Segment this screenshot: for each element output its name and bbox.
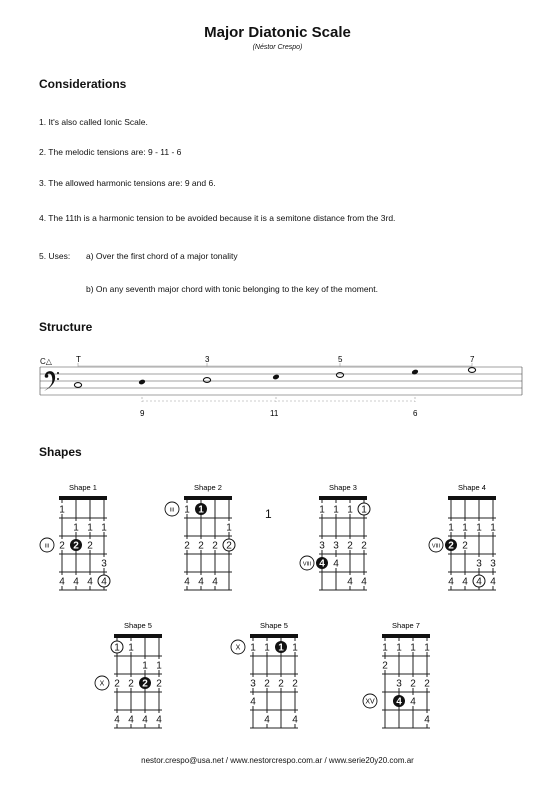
finger-number: 1 xyxy=(333,504,339,516)
finger-number: 4 xyxy=(264,714,270,726)
chord-tone-label: 3 xyxy=(205,355,210,364)
nut xyxy=(448,496,496,500)
finger-mark xyxy=(291,641,299,654)
nut xyxy=(114,634,162,638)
tension-label: 11 xyxy=(270,409,279,418)
finger-mark xyxy=(291,713,299,726)
finger-mark xyxy=(346,575,354,588)
finger-number: 1 xyxy=(156,660,162,672)
finger-mark xyxy=(183,539,191,552)
scale-notes xyxy=(74,368,475,388)
shapes-heading: Shapes xyxy=(39,445,82,459)
finger-mark xyxy=(395,677,403,690)
finger-number: 1 xyxy=(198,504,204,516)
finger-number: 4 xyxy=(462,576,468,588)
shape-title: Shape 2 xyxy=(194,483,222,492)
shape-title: Shape 5 xyxy=(260,621,288,630)
nut xyxy=(319,496,367,500)
chord-tone-bracket xyxy=(78,363,472,367)
finger-number: 1 xyxy=(278,642,284,654)
finger-number: 2 xyxy=(212,540,218,552)
shape-diagram xyxy=(165,483,235,590)
finger-mark xyxy=(393,695,405,708)
finger-number: 4 xyxy=(59,576,65,588)
finger-mark xyxy=(211,575,219,588)
shape-diagram xyxy=(231,621,299,728)
finger-number: 3 xyxy=(250,678,256,690)
tension-label: 9 xyxy=(140,409,145,418)
finger-number: 1 xyxy=(101,522,107,534)
chord-tone-label: T xyxy=(76,355,81,364)
finger-number: 2 xyxy=(59,540,65,552)
use-item: b) On any seventh major chord with tonic belonging to the key of the moment. xyxy=(86,284,378,294)
consideration-item: 5. Uses: xyxy=(39,251,71,261)
finger-mark xyxy=(211,539,219,552)
finger-number: 1 xyxy=(448,522,454,534)
note-black xyxy=(272,374,280,380)
finger-number: 4 xyxy=(448,576,454,588)
finger-number: 1 xyxy=(490,522,496,534)
finger-mark xyxy=(249,641,257,654)
finger-mark xyxy=(346,503,354,516)
side-number: 1 xyxy=(265,507,272,521)
finger-mark xyxy=(183,503,191,516)
finger-number: 4 xyxy=(292,714,298,726)
finger-mark xyxy=(249,695,257,708)
shape-diagram xyxy=(95,621,163,728)
finger-mark xyxy=(58,539,66,552)
finger-mark xyxy=(360,539,368,552)
finger-number: 4 xyxy=(156,714,162,726)
finger-mark xyxy=(475,557,483,570)
finger-number: 4 xyxy=(142,714,148,726)
finger-mark xyxy=(489,557,497,570)
finger-number: 4 xyxy=(347,576,353,588)
consideration-item: 2. The melodic tensions are: 9 - 11 - 6 xyxy=(39,147,182,157)
position-label: VIII xyxy=(431,543,441,550)
finger-mark xyxy=(409,695,417,708)
finger-number: 2 xyxy=(292,678,298,690)
finger-mark xyxy=(409,641,417,654)
nut xyxy=(59,496,107,500)
finger-number: 1 xyxy=(184,504,190,516)
tension-label: 6 xyxy=(413,409,418,418)
staff-lines xyxy=(40,367,522,395)
chord-tone-label: 5 xyxy=(338,355,343,364)
finger-number: 2 xyxy=(73,540,79,552)
finger-mark xyxy=(447,521,455,534)
finger-mark xyxy=(70,539,82,552)
finger-mark xyxy=(473,575,485,588)
finger-mark xyxy=(155,713,163,726)
finger-mark xyxy=(277,677,285,690)
finger-number: 4 xyxy=(410,696,416,708)
finger-number: 1 xyxy=(347,504,353,516)
finger-mark xyxy=(86,521,94,534)
finger-number: 1 xyxy=(424,642,430,654)
tension-bracket xyxy=(142,397,415,402)
finger-mark xyxy=(223,539,235,552)
finger-number: 2 xyxy=(278,678,284,690)
finger-number: 4 xyxy=(361,576,367,588)
finger-mark xyxy=(113,677,121,690)
finger-number: 1 xyxy=(128,642,134,654)
fingering-diagrams xyxy=(0,470,555,730)
finger-number: 2 xyxy=(347,540,353,552)
finger-mark xyxy=(86,539,94,552)
finger-mark xyxy=(381,641,389,654)
position-label: X xyxy=(99,680,105,688)
finger-number: 2 xyxy=(382,660,388,672)
finger-number: 4 xyxy=(490,576,496,588)
finger-mark xyxy=(360,575,368,588)
finger-number: 2 xyxy=(448,540,454,552)
finger-mark xyxy=(127,677,135,690)
scale-staff xyxy=(0,350,555,425)
shape-diagram xyxy=(363,621,431,728)
author-credit: (Néstor Crespo) xyxy=(252,44,303,51)
finger-number: 3 xyxy=(333,540,339,552)
chord-symbol: C△ xyxy=(40,357,52,366)
shape-title: Shape 7 xyxy=(392,621,420,630)
finger-number: 1 xyxy=(73,522,79,534)
position-label: III xyxy=(44,543,50,550)
shape-diagram xyxy=(429,483,497,590)
structure-heading: Structure xyxy=(39,320,93,334)
consideration-item: 3. The allowed harmonic tensions are: 9 and 6. xyxy=(39,178,216,188)
finger-mark xyxy=(197,575,205,588)
finger-mark xyxy=(475,521,483,534)
finger-mark xyxy=(461,575,469,588)
finger-number: 4 xyxy=(184,576,190,588)
finger-mark xyxy=(58,575,66,588)
finger-number: 2 xyxy=(114,678,120,690)
finger-mark xyxy=(127,713,135,726)
finger-mark xyxy=(111,641,123,654)
note-whole xyxy=(468,368,475,373)
finger-number: 1 xyxy=(250,642,256,654)
consideration-item: 1. It's also called Ionic Scale. xyxy=(39,117,148,127)
finger-mark xyxy=(141,713,149,726)
finger-mark xyxy=(346,539,354,552)
finger-number: 1 xyxy=(319,504,325,516)
finger-number: 1 xyxy=(396,642,402,654)
finger-mark xyxy=(409,677,417,690)
page-title: Major Diatonic Scale xyxy=(204,24,351,41)
finger-number: 1 xyxy=(476,522,482,534)
finger-mark xyxy=(98,575,110,588)
finger-number: 4 xyxy=(424,714,430,726)
finger-mark xyxy=(332,503,340,516)
finger-mark xyxy=(447,575,455,588)
finger-number: 3 xyxy=(101,558,107,570)
finger-number: 1 xyxy=(410,642,416,654)
finger-mark xyxy=(316,557,328,570)
finger-number: 3 xyxy=(476,558,482,570)
finger-number: 4 xyxy=(333,558,339,570)
finger-mark xyxy=(263,677,271,690)
note-whole xyxy=(336,373,343,378)
finger-number: 1 xyxy=(264,642,270,654)
use-item: a) Over the first chord of a major tonality xyxy=(86,251,238,261)
finger-mark xyxy=(395,641,403,654)
nut xyxy=(250,634,298,638)
finger-number: 4 xyxy=(250,696,256,708)
considerations-heading: Considerations xyxy=(39,77,127,91)
finger-number: 1 xyxy=(462,522,468,534)
note-black xyxy=(138,379,146,385)
note-whole xyxy=(74,383,81,388)
finger-number: 4 xyxy=(128,714,134,726)
chord-tone-label: 7 xyxy=(470,355,475,364)
finger-mark xyxy=(318,503,326,516)
finger-number: 1 xyxy=(292,642,298,654)
finger-mark xyxy=(72,521,80,534)
finger-number: 4 xyxy=(319,558,325,570)
finger-number: 4 xyxy=(73,576,79,588)
finger-number: 4 xyxy=(87,576,93,588)
finger-number: 2 xyxy=(410,678,416,690)
finger-mark xyxy=(72,575,80,588)
finger-number: 2 xyxy=(156,678,162,690)
finger-number: 1 xyxy=(87,522,93,534)
finger-mark xyxy=(358,503,370,516)
finger-mark xyxy=(332,539,340,552)
shape-title: Shape 5 xyxy=(124,621,152,630)
finger-number: 1 xyxy=(361,504,367,516)
finger-number: 2 xyxy=(264,678,270,690)
finger-mark xyxy=(155,677,163,690)
note-whole xyxy=(203,378,210,383)
finger-mark xyxy=(225,521,233,534)
finger-mark xyxy=(127,641,135,654)
shape-title: Shape 1 xyxy=(69,483,97,492)
finger-mark xyxy=(183,575,191,588)
finger-number: 1 xyxy=(226,522,232,534)
finger-number: 1 xyxy=(142,660,148,672)
finger-mark xyxy=(275,641,287,654)
shape-title: Shape 4 xyxy=(458,483,486,492)
position-label: X xyxy=(235,644,241,652)
finger-mark xyxy=(381,659,389,672)
finger-mark xyxy=(489,575,497,588)
finger-number: 2 xyxy=(226,540,232,552)
finger-number: 2 xyxy=(424,678,430,690)
finger-mark xyxy=(197,539,205,552)
finger-mark xyxy=(332,557,340,570)
finger-number: 3 xyxy=(319,540,325,552)
finger-mark xyxy=(445,539,457,552)
finger-number: 4 xyxy=(198,576,204,588)
finger-number: 1 xyxy=(59,504,65,516)
finger-number: 4 xyxy=(396,696,402,708)
finger-mark xyxy=(139,677,151,690)
finger-number: 2 xyxy=(462,540,468,552)
finger-number: 2 xyxy=(361,540,367,552)
finger-number: 1 xyxy=(382,642,388,654)
nut xyxy=(382,634,430,638)
finger-mark xyxy=(489,521,497,534)
finger-number: 1 xyxy=(114,642,120,654)
finger-number: 4 xyxy=(212,576,218,588)
finger-mark xyxy=(58,503,66,516)
position-label: XV xyxy=(365,698,375,706)
finger-mark xyxy=(100,557,108,570)
finger-number: 2 xyxy=(142,678,148,690)
finger-mark xyxy=(461,521,469,534)
finger-number: 4 xyxy=(476,576,482,588)
finger-mark xyxy=(100,521,108,534)
finger-number: 2 xyxy=(128,678,134,690)
shape-diagram xyxy=(40,483,110,590)
finger-mark xyxy=(423,677,431,690)
shape-title: Shape 3 xyxy=(329,483,357,492)
finger-mark xyxy=(263,713,271,726)
finger-number: 4 xyxy=(101,576,107,588)
finger-mark xyxy=(318,539,326,552)
finger-mark xyxy=(291,677,299,690)
finger-number: 2 xyxy=(184,540,190,552)
nut xyxy=(184,496,232,500)
position-label: VIII xyxy=(302,561,312,568)
finger-mark xyxy=(195,503,207,516)
finger-mark xyxy=(461,539,469,552)
finger-number: 3 xyxy=(396,678,402,690)
finger-mark xyxy=(249,677,257,690)
finger-number: 3 xyxy=(490,558,496,570)
finger-number: 4 xyxy=(114,714,120,726)
finger-mark xyxy=(86,575,94,588)
finger-mark xyxy=(141,659,149,672)
finger-mark xyxy=(155,659,163,672)
finger-mark xyxy=(113,713,121,726)
position-label: III xyxy=(169,507,175,514)
finger-mark xyxy=(423,713,431,726)
shape-diagram xyxy=(300,483,370,590)
finger-mark xyxy=(423,641,431,654)
finger-number: 2 xyxy=(87,540,93,552)
finger-number: 2 xyxy=(198,540,204,552)
consideration-item: 4. The 11th is a harmonic tension to be avoided because it is a semitone distance from the 3rd. xyxy=(39,213,396,223)
finger-mark xyxy=(263,641,271,654)
footer-links: nestor.crespo@usa.net / www.nestorcrespo.com.ar / www.serie20y20.com.ar xyxy=(141,756,414,765)
